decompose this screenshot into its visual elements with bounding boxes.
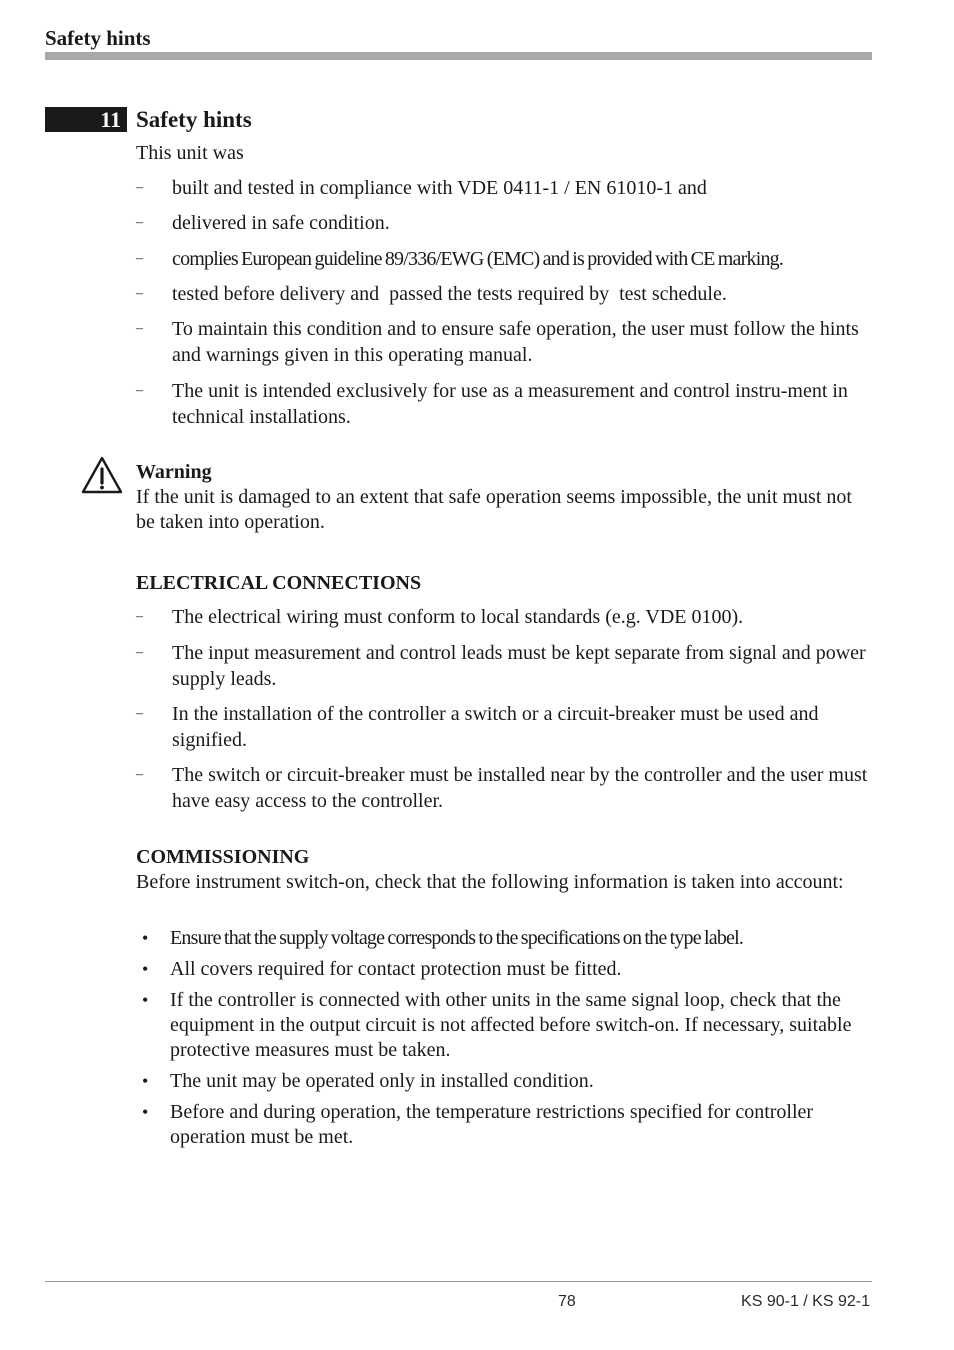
model-name: KS 90-1 / KS 92-1 — [741, 1293, 870, 1310]
footer-rule — [45, 1281, 872, 1282]
dash-mark: – — [136, 251, 143, 266]
dash-mark: – — [136, 706, 143, 721]
dash-mark: – — [136, 321, 143, 336]
bullet-mark: • — [142, 990, 149, 1010]
list-item-text: In the installation of the controller a switch or a circuit-breaker must be used and signified. — [172, 703, 819, 751]
dash-mark: – — [136, 286, 143, 301]
dash-mark: – — [136, 383, 143, 398]
warning-triangle-icon — [81, 456, 123, 494]
dash-mark: – — [136, 609, 143, 624]
list-item-text: Before and during operation, the temperature restrictions specified for controller operation must be met. — [170, 1101, 814, 1148]
intro-lead: This unit was — [136, 142, 244, 164]
list-item-text: To maintain this condition and to ensure safe operation, the user must follow the hints and warnings given in this operating manual. — [172, 318, 859, 366]
bullet-mark: • — [142, 959, 149, 979]
header-rule — [45, 52, 872, 60]
list-item-text: Ensure that the supply voltage corresponds to the specifications on the type label. — [170, 927, 744, 949]
page-number: 78 — [558, 1293, 576, 1310]
dash-mark: – — [136, 180, 143, 195]
list-item-text: built and tested in compliance with VDE 0411-1 / EN 61010-1 and — [172, 177, 707, 199]
bullet-mark: • — [142, 928, 149, 948]
list-item-text: The unit is intended exclusively for use as a measurement and control instru-ment in technical installations. — [172, 380, 848, 428]
list-item-text: All covers required for contact protection must be fitted. — [170, 958, 622, 980]
warning-title: Warning — [136, 461, 212, 483]
bullet-mark: • — [142, 1102, 149, 1122]
list-item-text: The input measurement and control leads must be kept separate from signal and power supply leads. — [172, 642, 866, 690]
list-item-text: The electrical wiring must conform to local standards (e.g. VDE 0100). — [172, 606, 744, 628]
commissioning-lead: Before instrument switch-on, check that the following information is taken into account: — [136, 871, 844, 893]
chapter-number: 11 — [45, 107, 127, 132]
commissioning-heading: COMMISSIONING — [136, 846, 310, 868]
list-item-text: The unit may be operated only in installed condition. — [170, 1070, 594, 1092]
list-item-text: delivered in safe condition. — [172, 212, 390, 234]
electrical-heading: ELECTRICAL CONNECTIONS — [136, 572, 422, 594]
chapter-title: Safety hints — [136, 107, 252, 132]
dash-mark: – — [136, 645, 143, 660]
list-item-text: If the controller is connected with other units in the same signal loop, check that the equipment in the output circuit is not affected before switch-on. If necessary, suitable protective measures must be taken. — [170, 989, 852, 1061]
list-item-text: tested before delivery and passed the tests required by test schedule. — [172, 283, 727, 305]
bullet-mark: • — [142, 1071, 149, 1091]
list-item-text: complies European guideline 89/336/EWG (EMC) and is provided with CE marking. — [172, 248, 784, 270]
dash-mark: – — [136, 767, 143, 782]
dash-mark: – — [136, 215, 143, 230]
running-header: Safety hints — [45, 26, 151, 50]
warning-text: If the unit is damaged to an extent that safe operation seems impossible, the unit must not be taken into operation. — [136, 486, 852, 533]
list-item-text: The switch or circuit-breaker must be installed near by the controller and the user must have easy access to the controller. — [172, 764, 868, 812]
